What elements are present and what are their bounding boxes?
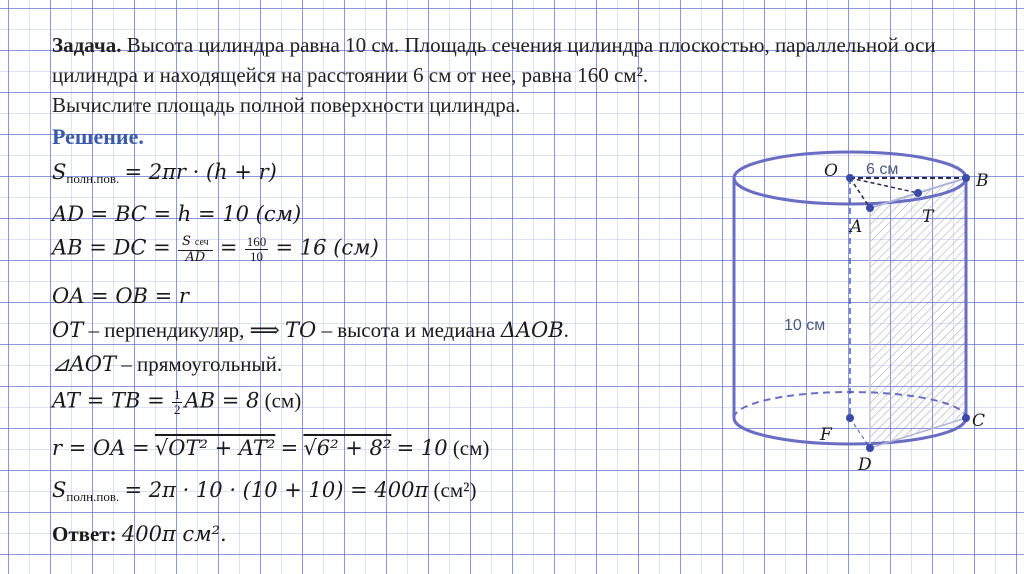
dim-6cm: 6 см <box>866 161 899 178</box>
point-D <box>866 444 874 452</box>
label-D: D <box>858 455 872 470</box>
label-F: F <box>820 425 832 445</box>
label-O: O <box>824 161 838 181</box>
point-F <box>846 414 854 422</box>
problem-text: Высота цилиндра равна 10 см. Площадь сечения цилиндра плоскостью, параллельной оси цилиндра и находящейся на расстоянии 6 см от нее, равна 160 см². <box>52 33 936 87</box>
step-half-chord: AT = TB = $\frac{1}{2}$ AB = 8 (см) <box>52 387 302 417</box>
label-C: C <box>972 411 986 431</box>
section-rect <box>870 178 966 448</box>
point-O <box>846 174 854 182</box>
step-radius-calc: r = OA = √OT² + AT² = √6² + 8² = 10 (см) <box>52 436 490 460</box>
fraction-section-area: $\frac{\text{S сеч}}{AD}$ <box>178 234 213 265</box>
label-B: B <box>976 171 989 191</box>
fraction-160-10: $\frac{160}{10}$ <box>246 234 267 264</box>
step-chord-length: AB = DC = $\frac{\text{S сеч}}{AD}$ = $\frac{160}{10}$ = 16 (см) <box>52 234 379 265</box>
segment-OT <box>850 178 918 193</box>
problem-statement <box>52 30 1002 120</box>
step-height: AD = BC = h = 10 (см) <box>52 202 302 226</box>
point-C <box>962 414 970 422</box>
cylinder-diagram <box>700 140 1010 470</box>
point-A <box>866 204 874 212</box>
label-A: A <box>850 217 863 237</box>
dim-10cm: 10 см <box>784 317 826 334</box>
answer: Ответ: 400π см². <box>52 522 227 546</box>
fraction-one-half: $\frac{1}{2}$ <box>173 387 181 417</box>
point-T <box>914 189 922 197</box>
step-right-triangle: ⊿AOT – прямоугольный. <box>52 352 283 376</box>
problem-question: Вычислите площадь полной поверхности цилиндра. <box>52 93 521 117</box>
solution-title: Решение. <box>52 124 144 149</box>
label-T: T <box>922 207 934 227</box>
step-perpendicular: OT – перпендикуляр, ⟹ TO – высота и медиана ΔAOB. <box>52 318 569 342</box>
step-radii: OA = OB = r <box>52 284 189 308</box>
step-surface-formula: $S_{полн.пов.} = 2\pi r \cdot (h + r)$ <box>52 160 277 186</box>
point-B <box>962 174 970 182</box>
problem-label: Задача. <box>52 33 122 57</box>
step-surface-result: $S_{полн.пов.} = 2\pi \cdot 10 \cdot (10 + 10) = 400\pi$ (см²) <box>52 478 477 504</box>
